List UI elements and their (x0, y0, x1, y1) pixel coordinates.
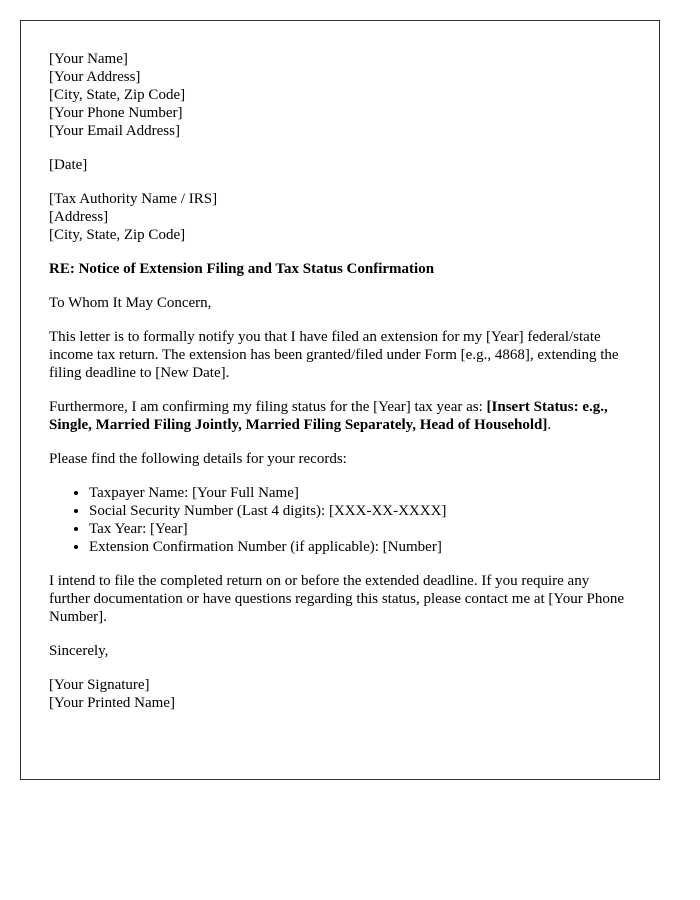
body-paragraph-3: Please find the following details for your records: (49, 451, 347, 467)
signature-line: [Your Signature] (49, 677, 150, 693)
sender-email: [Your Email Address] (49, 123, 180, 139)
recipient-city-state-zip: [City, State, Zip Code] (49, 227, 186, 243)
salutation: To Whom It May Concern, (49, 295, 212, 311)
filing-status-intro: Furthermore, I am confirming my filing status for the [Year] tax year as: (49, 399, 487, 415)
filing-status-period: . (547, 417, 552, 433)
filing-status-options: [Insert Status: e.g., Single, Married Filing Jointly, Married Filing Separately, Head of Household] (49, 399, 608, 433)
recipient-name: [Tax Authority Name / IRS] (49, 191, 218, 207)
sender-phone: [Your Phone Number] (49, 105, 183, 121)
recipient-block (49, 190, 631, 244)
sender-name: [Your Name] (49, 51, 128, 67)
list-item: • Taxpayer Name: [Your Full Name] (89, 484, 631, 502)
list-item: • Extension Confirmation Number (if applicable): [Number] (89, 538, 631, 556)
list-item: • Tax Year: [Year] (89, 520, 631, 538)
sender-block (49, 50, 631, 140)
letter-page (20, 20, 660, 780)
closing: Sincerely, (49, 643, 109, 659)
body-paragraph-4: I intend to file the completed return on or before the extended deadline. If you require any further documentation or have questions regarding this status, please contact me at [Your Phone Number]. (49, 573, 625, 625)
list-item: • Social Security Number (Last 4 digits): [XXX-XX-XXXX] (89, 502, 631, 520)
sender-city-state-zip: [City, State, Zip Code] (49, 87, 186, 103)
recipient-address: [Address] (49, 209, 109, 225)
date-block (49, 156, 631, 174)
body-paragraph-1: This letter is to formally notify you that I have filed an extension for my [Year] federal/state income tax return. The extension has been granted/filed under Form [e.g., 4868], extending the filing deadline to [New Date]. (49, 329, 619, 381)
signature-block (49, 676, 631, 712)
details-list (49, 484, 631, 556)
sender-address: [Your Address] (49, 69, 141, 85)
body-paragraph-2 (49, 398, 631, 434)
letter-date: [Date] (49, 157, 88, 173)
subject-line: RE: Notice of Extension Filing and Tax Status Confirmation (49, 261, 435, 277)
printed-name: [Your Printed Name] (49, 695, 175, 711)
